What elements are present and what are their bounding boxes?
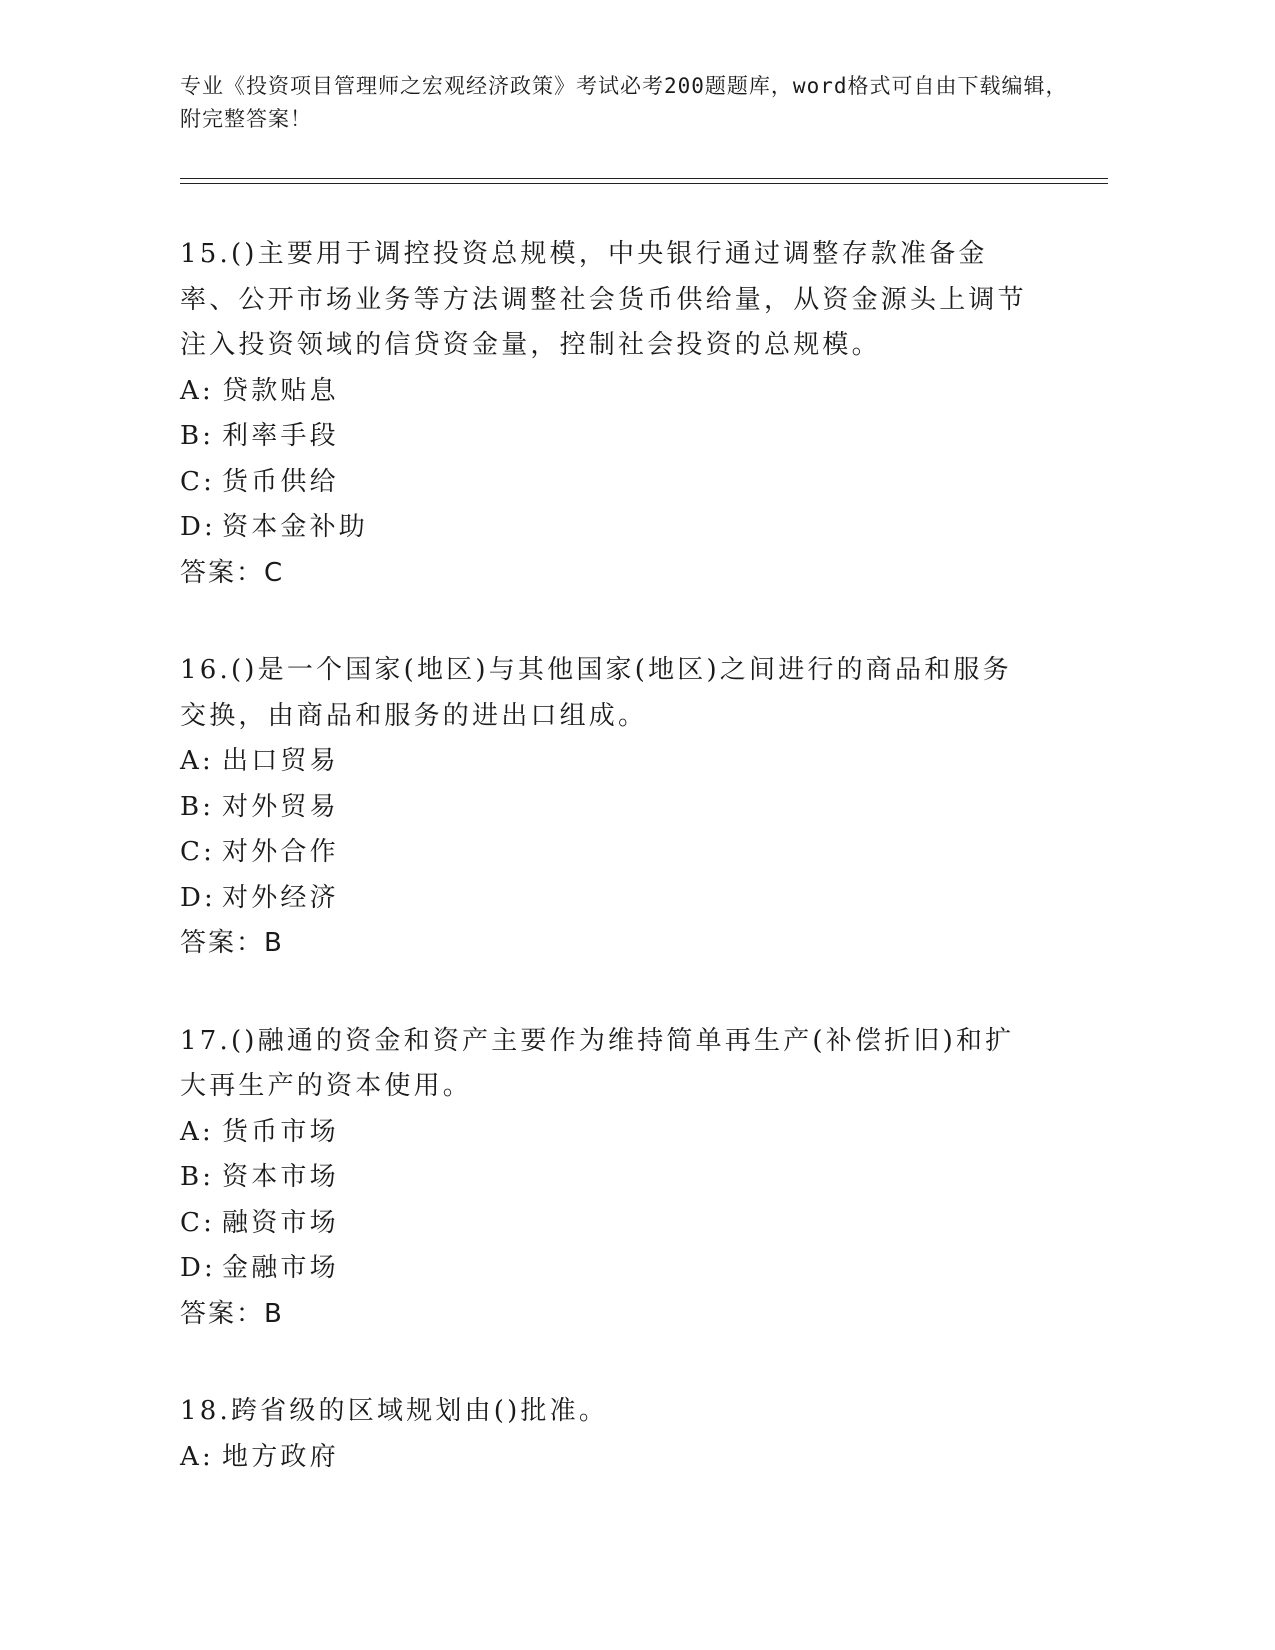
option-text: 货币市场 [222, 1116, 339, 1147]
option-letter: D: [180, 1253, 217, 1283]
option-text: 融资市场 [222, 1207, 339, 1238]
option-letter: C: [180, 837, 216, 867]
option-text: 地方政府 [222, 1441, 339, 1472]
option-text: 金融市场 [222, 1253, 339, 1283]
question-text: 16.()是一个国家(地区)与其他国家(地区)之间进行的商品和服务交换，由商品和服务的进出口组成。 [180, 655, 1012, 731]
option-a [180, 1110, 1080, 1156]
option-text: 贷款贴息 [222, 375, 339, 406]
header-rule-bottom [180, 183, 1108, 184]
option-letter: D: [180, 512, 217, 542]
question-18 [180, 1389, 1080, 1480]
option-d [180, 1246, 1080, 1292]
option-b [180, 414, 1080, 460]
option-text: 对外经济 [222, 882, 339, 913]
option-d [180, 505, 1080, 551]
option-text: 资本市场 [222, 1162, 339, 1192]
option-text: 对外合作 [222, 837, 339, 867]
question-text: 17.()融通的资金和资产主要作为维持简单再生产(补偿折旧)和扩大再生产的资本使用。 [180, 1025, 1015, 1101]
option-letter: A: [180, 1441, 214, 1472]
question-text: 18.跨省级的区域规划由()批准。 [180, 1396, 609, 1426]
option-letter: B: [180, 421, 215, 451]
option-text: 对外贸易 [222, 791, 339, 822]
option-d [180, 876, 1080, 922]
option-text: 利率手段 [222, 421, 339, 451]
question-text: 15.()主要用于调控投资总规模，中央银行通过调整存款准备金率、公开市场业务等方法调整社会货币供给量，从资金源头上调节注入投资领域的信贷资金量，控制社会投资的总规模。 [180, 239, 1027, 360]
answer-line: 答案：B [180, 928, 284, 958]
option-c [180, 460, 1080, 506]
option-letter: B: [180, 791, 215, 822]
option-a [180, 369, 1080, 415]
option-c [180, 830, 1080, 876]
option-letter: A: [180, 1116, 214, 1147]
option-b [180, 1155, 1080, 1201]
option-letter: A: [180, 746, 214, 776]
answer-line: 答案：B [180, 1298, 284, 1329]
answer-line: 答案：C [180, 557, 285, 588]
option-letter: A: [180, 375, 214, 406]
question-15 [180, 232, 1080, 596]
option-text: 货币供给 [222, 466, 339, 497]
option-a [180, 739, 1080, 785]
option-letter: B: [180, 1162, 215, 1192]
document-header: 专业《投资项目管理师之宏观经济政策》考试必考200题题库，word格式可自由下载编辑，附完整答案！ [180, 74, 1068, 131]
option-text: 出口贸易 [222, 746, 339, 776]
option-letter: C: [180, 1207, 216, 1238]
option-a [180, 1435, 1080, 1481]
option-b [180, 785, 1080, 831]
option-text: 资本金补助 [222, 512, 369, 542]
option-letter: D: [180, 882, 217, 913]
header-rule-top [180, 178, 1108, 179]
question-16 [180, 648, 1080, 967]
option-c [180, 1201, 1080, 1247]
question-17 [180, 1019, 1080, 1338]
option-letter: C: [180, 466, 216, 497]
question-list [180, 232, 1080, 1532]
